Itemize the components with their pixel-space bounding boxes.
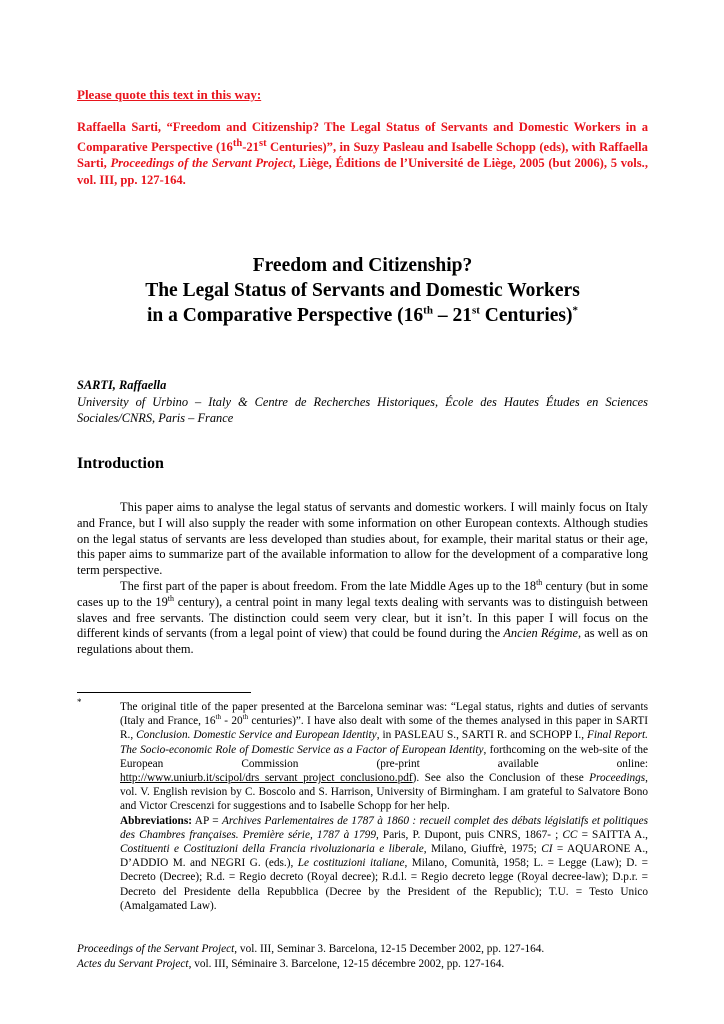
footnote-text: = AQUARONE A., D’ADDIO M. and NEGRI G. (eds.), — [120, 843, 648, 870]
citation-heading: Please quote this text in this way: — [77, 87, 262, 102]
title-text: in a Comparative Perspective (16 — [146, 305, 424, 326]
footnote-text: centuries)”. I have also dealt with some of the themes analysed in this paper in SARTI R., — [120, 715, 648, 742]
footnote-italic: Conclusion. Domestic Service and European Identity — [136, 729, 377, 742]
body-text — [77, 500, 648, 658]
footnote-sup: th — [215, 713, 221, 722]
footnote-italic: Final Report. The Socio-economic Role of Domestic Service as a Factor of European Identity — [120, 729, 648, 756]
footnote-text: , vol. V. English revision by C. Boscolo and S. Harrison, University of Birmingham. I am grateful to Salvatore Bono and Victor Crescenzi for suggestions and to Isabelle Schopp for her help. — [120, 772, 648, 813]
abbreviations-label: Abbreviations: — [120, 814, 192, 827]
paragraph-text: century), a central point in many legal texts dealing with servants was to distinguish between slaves and free servants. The distinction could seem very clear, but it isn’t. In this paper I will focus on the different kinds of servants (from a legal point of view) that could be found during the — [77, 594, 648, 641]
citation-text: Centuries)”, in Suzy Pasleau and Isabelle Schopp (eds), with Raffaella Sarti, — [77, 139, 648, 171]
footnote-italic: Le costituzioni italiane — [297, 857, 405, 870]
paragraph-italic: Ancien Régime — [503, 626, 578, 641]
citation-sup: st — [258, 137, 267, 149]
footnote-italic: CI — [541, 843, 553, 856]
footnote-text: - 20 — [220, 715, 243, 728]
author-name: SARTI, Raffaella — [77, 378, 167, 392]
footnote-text: , Paris, P. Dupont, puis CNRS, 1867- ; — [375, 828, 563, 841]
footnote-text: , forthcoming on the web-site of the European Commission (pre-print available online: — [120, 743, 648, 770]
footnote-mark: * — [77, 697, 82, 707]
footnote-text: , in PASLEAU S., SARTI R. and SCHOPP I., — [376, 729, 587, 742]
footer-line — [77, 957, 648, 972]
footnote-text: AP = — [191, 814, 223, 827]
paper-title — [77, 253, 648, 328]
footer-italic: Proceedings of the Servant Project — [77, 943, 235, 955]
footnote-italic: Archives Parlementaires de 1787 à 1860 : recueil complet des débats législatifs et politiques des Chambres françaises. Première série, 1787 à 1799 — [120, 814, 649, 841]
footer-line — [77, 942, 648, 957]
author-affiliation: University of Urbino – Italy & Centre de Recherches Historiques, École des Hautes Études en Sciences Sociales/CNRS, Paris – France — [77, 395, 648, 425]
citation-text: Raffaella Sarti, “Freedom and Citizenship? The Legal Status of Servants and Domestic Workers in a Comparative Perspective (16 — [77, 120, 648, 154]
footnote-text: ). See also the Conclusion of these — [412, 772, 590, 785]
footnote-italic: Proceedings — [589, 772, 646, 785]
footnote-ref[interactable]: * — [572, 304, 579, 317]
title-line — [77, 303, 648, 328]
citation-italic: Proceedings of the Servant Project — [110, 156, 293, 171]
footnote-text: The original title of the paper presented at the Barcelona seminar was: “Legal status, rights and duties of servants (Italy and France, 16 — [120, 701, 648, 728]
paragraph-sup: th — [167, 593, 175, 603]
title-sup: th — [423, 304, 433, 317]
footer-text: , vol. III, Seminar 3. Barcelona, 12-15 December 2002, pp. 127-164. — [234, 943, 545, 955]
footer-italic: Actes du Servant Project — [77, 957, 189, 970]
title-line: The Legal Status of Servants and Domestic Workers — [145, 280, 580, 301]
footnote-italic: CC — [562, 828, 578, 841]
paragraph: This paper aims to analyse the legal status of servants and domestic workers. I will mainly focus on Italy and France, but I will also supply the reader with some information on other European contexts. Although studies on the legal status of servants are less developed than studies about, for example, their marital status or their age, this paper aims to summarize part of the available information to allow for the development of a comparative long term perspective. — [77, 500, 648, 578]
paragraph — [77, 579, 648, 658]
abbreviations-paragraph — [120, 814, 648, 913]
title-sup: st — [471, 304, 480, 317]
title-text: Centuries) — [479, 305, 573, 326]
section-heading: Introduction — [77, 455, 164, 472]
paragraph-text: The first part of the paper is about freedom. From the late Middle Ages up to the 18 — [120, 578, 537, 593]
title-text: – 21 — [432, 305, 472, 326]
citation-text: , Liège, Éditions de l’Université de Liège, 2005 (but 2006), 5 vols., vol. III, pp. 127-164. — [77, 156, 648, 187]
footnote-text: , Milano, Giuffrè, 1975; — [423, 843, 542, 856]
citation-text: -21 — [242, 139, 259, 154]
footer-text: , vol. III, Séminaire 3. Barcelone, 12-15 décembre 2002, pp. 127-164. — [188, 957, 505, 970]
page-footer — [77, 942, 648, 971]
footnote-text: = SAITTA A., — [577, 828, 648, 841]
footnote-sup: th — [242, 713, 249, 722]
citation-sup: th — [232, 137, 243, 149]
paragraph-text: century (but in some cases up to the 19 — [77, 578, 649, 609]
footnote-divider — [77, 692, 251, 693]
footnote-text: , Milano, Comunità, 1958; L. = Legge (Law); D. = Decreto (Decree); R.d. = Regio decreto (Royal decree); R.d.l. = Regio decreto legge (Royal decree-law); D.p.r. = Decreto del Presidente della Repubblica (Decree by the President of the Republic); T.U. = Testo Unico (Amalgamated Law). — [120, 857, 648, 912]
paragraph-sup: th — [536, 577, 543, 587]
footnote — [120, 700, 648, 913]
footnote-paragraph — [120, 700, 648, 814]
paragraph-text: , as well as on regulations about them. — [77, 626, 648, 657]
footnote-italic: Costituenti e Costituzioni della Francia rivoluzionaria e liberale — [120, 843, 424, 856]
citation-block — [77, 119, 648, 188]
footnote-link[interactable]: http://www.uniurb.it/scipol/drs_servant_project_conclusiono.pdf — [120, 772, 413, 785]
title-line: Freedom and Citizenship? — [252, 255, 473, 276]
